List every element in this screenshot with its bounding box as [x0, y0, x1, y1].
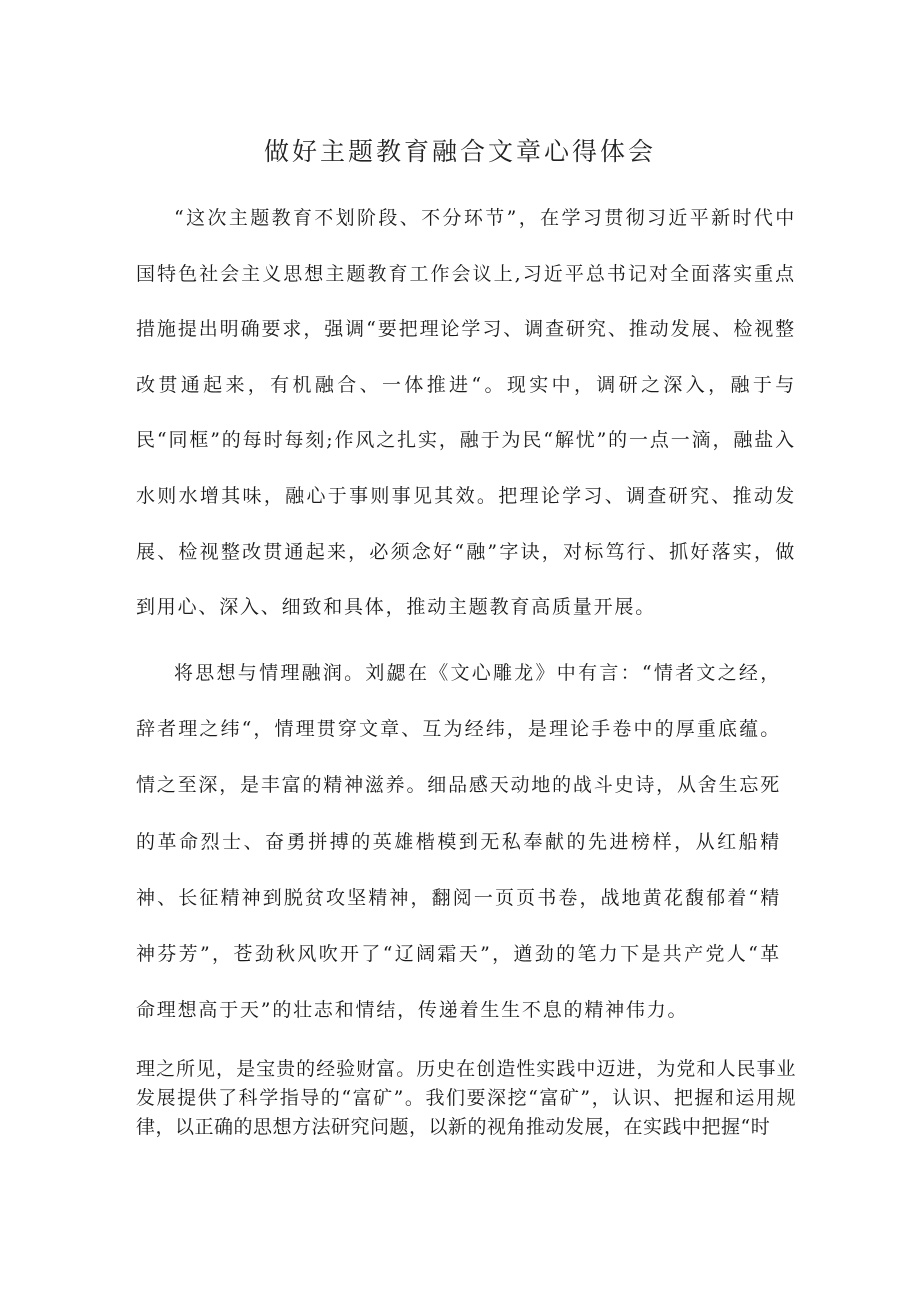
paragraph-2: 将思想与情理融润。刘勰在《文心雕龙》中有言：“情者文之经，辞者理之纬“，情理贯穿文章、互为经纬，是理论手卷中的厚重底蕴。情之至深，是丰富的精神滋养。细品感天动地的战斗史诗，从舍生忘死的革命烈士、奋勇拼搏的英雄楷模到无私奉献的先进榜样，从红船精神、长征精神到脱贫攻坚精神，翻阅一页页书卷，战地黄花馥郁着“精神芬芳”，苍劲秋风吹开了“辽阔霜天”，遒劲的笔力下是共产党人“革命理想高于天”的壮志和情结，传递着生生不息的精神伟力。	[136, 662, 781, 1022]
document-title: 做好主题教育融合文章心得体会	[263, 137, 656, 166]
paragraph-3: 理之所见，是宝贵的经验财富。历史在创造性实践中迈进，为党和人民事业发展提供了科学指导的“富矿”。我们要深挖“富矿”，认识、把握和运用规律，以正确的思想方法研究问题，以新的视角推动发展，在实践中把握“时	[136, 1058, 796, 1138]
paragraph-1: “这次主题教育不划阶段、不分环节”，在学习贯彻习近平新时代中国特色社会主义思想主题教育工作会议上,习近平总书记对全面落实重点措施提出明确要求，强调“要把理论学习、调查研究、推动发展、检视整改贯通起来，有机融合、一体推进“。现实中，调研之深入，融于与民“同框”的每时每刻;作风之扎实，融于为民“解忧”的一点一滴，融盐入水则水增其味，融心于事则事见其效。把理论学习、调查研究、推动发展、检视整改贯通起来，必须念好“融”字诀，对标笃行、抓好落实，做到用心、深入、细致和具体，推动主题教育高质量开展。	[136, 207, 796, 619]
